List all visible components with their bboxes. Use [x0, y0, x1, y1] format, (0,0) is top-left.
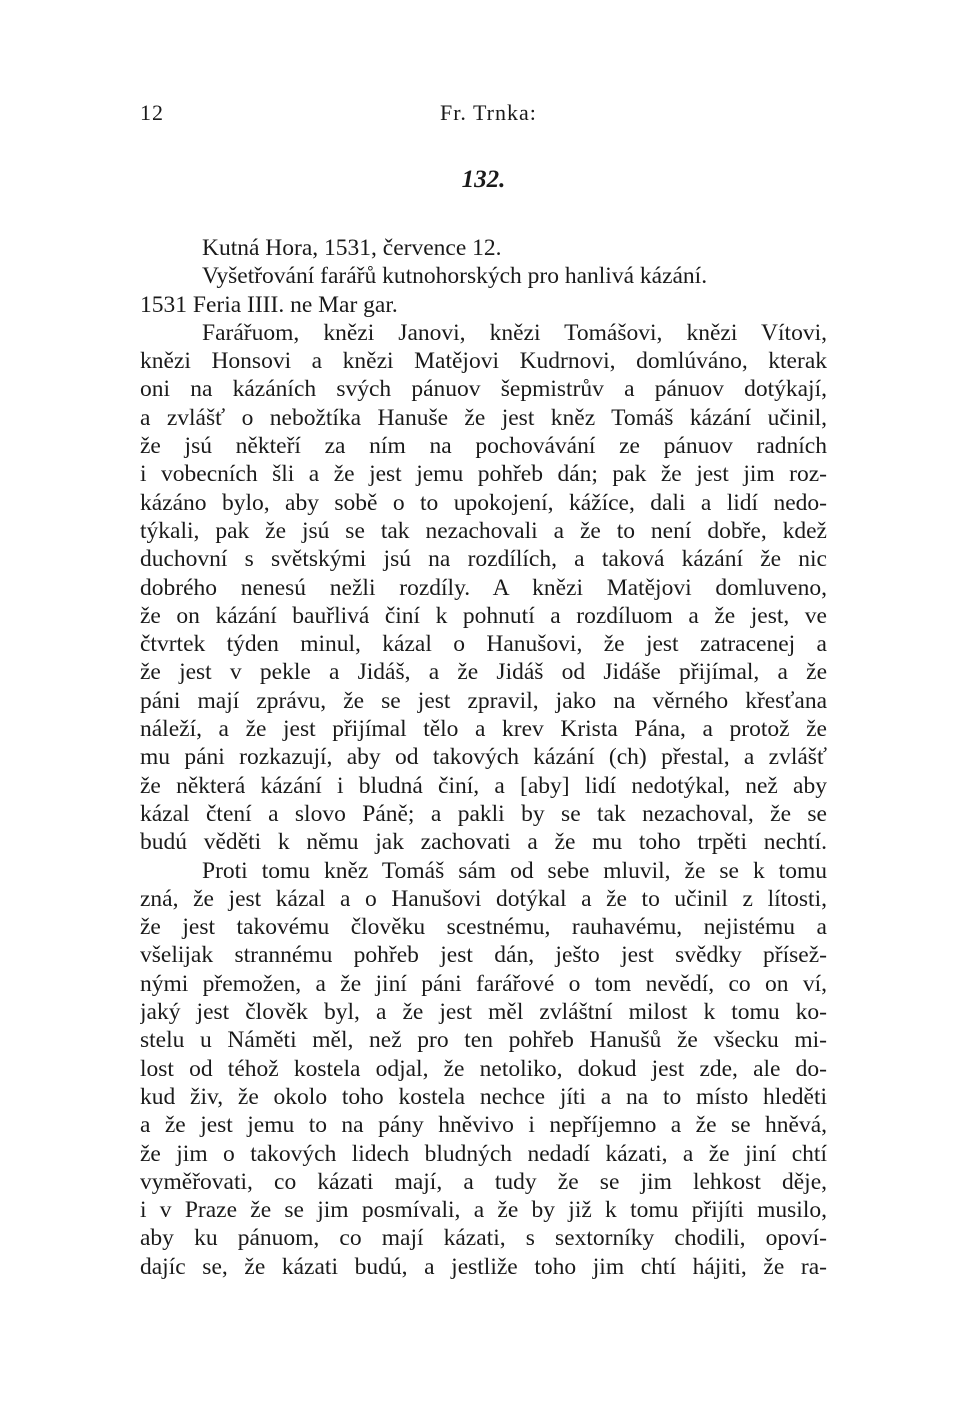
text-line: duchovní s světskými jsú na rozdílích, a taková kázání že nic	[140, 546, 827, 573]
running-head-author: Fr. Trnka:	[440, 100, 537, 125]
text-line: náleží, a že jest přijímal tělo a krev Krista Pána, a protož že	[140, 716, 827, 743]
document-number: 132.	[461, 166, 506, 193]
running-head	[140, 100, 827, 130]
text-line: že jest takovému člověku scestnému, rauhavému, nejistému a	[140, 914, 827, 941]
text-line: budú věděti k němu jak zachovati a že mu toho trpěti nechtí.	[140, 829, 827, 856]
paragraph-1	[140, 319, 827, 857]
text-line: Farářuom, knězi Janovi, knězi Tomášovi, knězi Vítovi,	[202, 319, 827, 346]
text-line: nými přemožen, a že jiní páni farářové o tom nevědí, co on ví,	[140, 970, 827, 997]
text-line: že jsú někteří za ním na pochovávání ze pánuov radních	[140, 433, 827, 460]
text-line: i v Praze že se jim posmívali, a že by již k tomu přijíti musilo,	[140, 1197, 827, 1224]
text-line: že on kázání bauřlivá činí k pohnutí a rozdíluom a že jest, ve	[140, 602, 827, 629]
text-line: zná, že jest kázal a o Hanušovi dotýkal a že to učinil z lítosti,	[140, 885, 827, 912]
heading-dating: 1531 Feria IIII. ne Mar gar.	[140, 291, 398, 318]
heading-place-date: Kutná Hora, 1531, července 12.	[202, 235, 502, 261]
text-line: že některá kázání i bludná činí, a [aby] lidí nedotýkal, než aby	[140, 772, 827, 799]
text-line: oni na kázáních svých pánuov šepmistrův a pánuov dotýkají,	[140, 376, 827, 403]
text-line: že jim o takových lidech bludných nedadí kázati, a že jiní chtí	[140, 1140, 827, 1167]
text-line: jaký jest člověk byl, a že jest měl zvláštní milost k tomu ko-	[140, 999, 827, 1026]
text-line: vyměřovati, co kázati mají, a tudy že se jim lehkost děje,	[140, 1168, 827, 1195]
document-heading	[140, 234, 827, 319]
page-number: 12	[140, 100, 164, 125]
text-line: dobrého nenesú nežli rozdíly. A knězi Matějovi domluveno,	[140, 574, 827, 601]
page	[140, 100, 827, 1281]
text-line: a zvlášť o nebožtíka Hanuše že jest kněz Tomáš kázání učinil,	[140, 404, 827, 431]
text-line: že jest v pekle a Jidáš, a že Jidáš od Jidáše přijímal, a že	[140, 659, 827, 686]
text-line: dajíc se, že kázati budú, a jestliže toho jim chtí hájiti, že ra-	[140, 1253, 827, 1280]
text-line: mu páni rozkazují, aby od takových kázání (ch) přestal, a zvlášť	[140, 744, 827, 771]
text-line: a že jest jemu to na pány hněvivo i nepříjemno a že se hněvá,	[140, 1112, 827, 1139]
text-line: i vobecních šli a že jest jemu pohřeb dán; pak že jest jim roz-	[140, 461, 827, 488]
text-line: lost od téhož kostela odjal, že netoliko, dokud jest zde, ale do-	[140, 1055, 827, 1082]
text-line: kud živ, že okolo toho kostela nechce jíti a na to místo hleděti	[140, 1083, 827, 1110]
text-line: čtvrtek týden minul, kázal o Hanušovi, že jest zatracenej a	[140, 631, 827, 658]
heading-summary: Vyšetřování farářů kutnohorských pro hanlivá kázání.	[202, 263, 708, 290]
text-line: Proti tomu kněz Tomáš sám od sebe mluvil, že se k tomu	[202, 857, 827, 884]
text-line: stelu u Náměti měl, než pro ten pohřeb Hanušů že všecku mi-	[140, 1027, 827, 1054]
text-line: kázal čtení a slovo Páně; a pakli by se tak nezachoval, že se	[140, 800, 827, 827]
paragraph-2	[140, 857, 827, 1281]
text-line: páni mají zprávu, že se jest zpravil, jako na věrného křesťana	[140, 687, 827, 714]
text-line: knězi Honsovi a knězi Matějovi Kudrnovi, domlúváno, kterak	[140, 348, 827, 375]
text-line: kázáno bylo, aby sobě o to upokojení, kážíce, dali a lidí nedo-	[140, 489, 827, 516]
text-line: týkali, pak že jsú se tak nezachovali a že to není dobře, kdež	[140, 517, 827, 544]
text-line: aby ku pánuom, co mají kázati, s sextorníky chodili, opoví-	[140, 1225, 827, 1252]
text-line: všelijak strannému pohřeb jest dán, ješto jest svědky přísež-	[140, 942, 827, 969]
